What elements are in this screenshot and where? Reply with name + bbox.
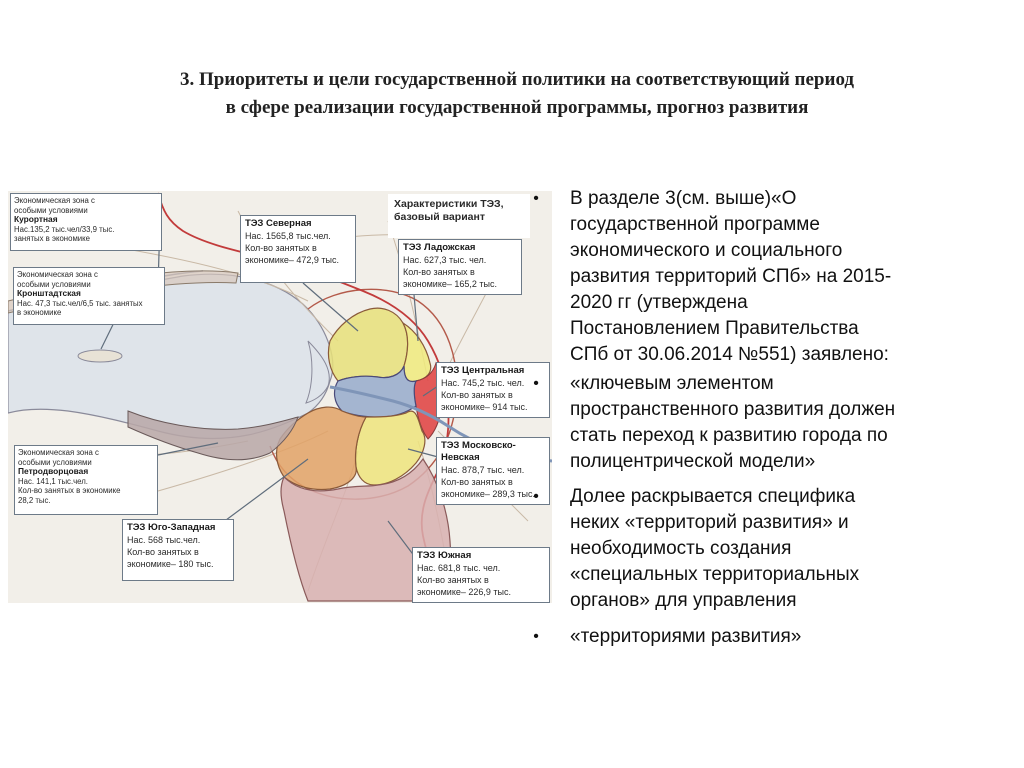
slide-title-line-1: 3. Приоритеты и цели государственной политики на соответствующий период bbox=[179, 69, 855, 90]
callout-line: Кол-во занятых в bbox=[441, 390, 513, 400]
callout-kronshtadtskaya bbox=[13, 267, 165, 325]
callout-petrodvortsovaya bbox=[14, 445, 158, 515]
bullet-line: необходимость создания bbox=[570, 538, 792, 559]
callout-line: Кол-во занятых в bbox=[245, 243, 317, 253]
callout-line: Нас. 681,8 тыс. чел. bbox=[417, 563, 501, 573]
callout-line: Кол-во занятых в bbox=[127, 547, 199, 557]
callout-line: Нас. 878,7 тыс. чел. bbox=[441, 465, 525, 475]
bullet-line: Постановлением Правительства bbox=[570, 318, 859, 339]
bullet-line: экономического и социального bbox=[570, 240, 843, 261]
callout-line: экономике– 180 тыс. bbox=[127, 559, 214, 569]
callout-kurortnaya bbox=[10, 193, 162, 251]
callout-line: Нас. 1565,8 тыс.чел. bbox=[245, 231, 331, 241]
callout-line: особыми условиями bbox=[14, 205, 88, 215]
bullet-item bbox=[528, 484, 1008, 614]
callout-line: экономике– 914 тыс. bbox=[441, 402, 528, 412]
bullet-item bbox=[528, 624, 1008, 650]
callout-line: Нас. 47,3 тыс.чел/6,5 тыс. занятых bbox=[17, 298, 143, 308]
callout-severnaya bbox=[240, 215, 356, 283]
bullet-line: развития территорий СПб» на 2015- bbox=[570, 266, 892, 287]
bullet-symbol: • bbox=[533, 375, 539, 392]
callout-line: Петродворцовая bbox=[18, 466, 89, 477]
callout-line: Экономическая зона с bbox=[14, 196, 95, 205]
callout-line: особыми условиями bbox=[18, 457, 92, 467]
territorial-zones-map bbox=[8, 191, 552, 603]
bullet-line: государственной программе bbox=[570, 214, 820, 235]
callout-line: ТЭЗ Центральная bbox=[441, 365, 525, 376]
bullet-list bbox=[528, 186, 1008, 659]
callout-line: Нас.135,2 тыс.чел/33,9 тыс. bbox=[14, 224, 115, 234]
callout-line: Кол-во занятых в bbox=[441, 477, 513, 487]
slide-title bbox=[52, 66, 982, 122]
callout-line: экономике– 472,9 тыс. bbox=[245, 255, 339, 265]
bullet-item bbox=[528, 371, 1008, 475]
bullet-line: полицентрической модели» bbox=[570, 451, 816, 472]
callout-line: ТЭЗ Московско- bbox=[441, 440, 516, 451]
bullet-line: пространственного развития должен bbox=[570, 399, 896, 420]
callout-line: Нас. 141,1 тыс.чел. bbox=[18, 476, 88, 486]
callout-line: экономике– 165,2 тыс. bbox=[403, 279, 497, 289]
bullet-symbol: • bbox=[533, 190, 539, 207]
callout-line: ТЭЗ Юго-Западная bbox=[127, 522, 216, 533]
callout-line: Экономическая зона с bbox=[18, 448, 99, 457]
callout-line: Кол-во занятых в bbox=[403, 267, 475, 277]
legend-subtitle: базовый вариант bbox=[394, 211, 485, 223]
callout-line: Кол-во занятых в экономике bbox=[18, 486, 121, 496]
legend-box bbox=[388, 194, 530, 238]
callout-line: Экономическая зона с bbox=[17, 270, 98, 279]
callout-line: занятых в экономике bbox=[14, 234, 90, 244]
callout-line: особыми условиями bbox=[17, 279, 91, 289]
bullet-line: В разделе 3(см. выше)«О bbox=[570, 188, 797, 209]
callout-line: Курортная bbox=[14, 214, 58, 225]
callout-line: экономике– 226,9 тыс. bbox=[417, 587, 511, 597]
callout-line: Нас. 627,3 тыс. чел. bbox=[403, 255, 487, 265]
callout-line: Нас. 745,2 тыс. чел. bbox=[441, 378, 525, 388]
callout-line: ТЭЗ Южная bbox=[417, 550, 472, 561]
bullet-symbol: • bbox=[533, 488, 539, 505]
callout-line: ТЭЗ Ладожская bbox=[403, 242, 476, 253]
bullet-line: СПб от 30.06.2014 №551) заявлено: bbox=[570, 344, 889, 365]
bullet-line: органов» для управления bbox=[570, 590, 797, 611]
callout-yugo-zapadnaya bbox=[122, 519, 234, 581]
bullet-item bbox=[528, 186, 1008, 368]
callout-line: 28,2 тыс. bbox=[18, 495, 51, 505]
callout-line: в экономике bbox=[17, 308, 62, 318]
callout-line: ТЭЗ Северная bbox=[245, 218, 312, 229]
bullet-line: Долее раскрывается специфика bbox=[570, 486, 856, 507]
bullet-line: стать переход к развитию города по bbox=[570, 425, 888, 446]
bullet-line: 2020 гг (утверждена bbox=[570, 292, 748, 313]
callout-line: Кронштадтская bbox=[17, 288, 81, 299]
callout-line: экономике– 289,3 тыс. bbox=[441, 489, 535, 499]
slide-title-line-2: в сфере реализации государственной программы, прогноз развития bbox=[225, 97, 809, 118]
bullet-line: неких «территорий развития» и bbox=[570, 512, 849, 533]
legend-title: Характеристики ТЭЗ, bbox=[394, 198, 504, 210]
bullet-line: «ключевым элементом bbox=[570, 373, 774, 394]
callout-ladozhskaya bbox=[398, 239, 522, 295]
kronstadt-island bbox=[78, 350, 122, 362]
callout-line: Невская bbox=[441, 452, 480, 463]
bullet-symbol: • bbox=[533, 628, 539, 645]
bullet-line: «территориями развития» bbox=[570, 626, 802, 647]
callout-line: Нас. 568 тыс.чел. bbox=[127, 535, 201, 545]
callout-line: Кол-во занятых в bbox=[417, 575, 489, 585]
bullet-line: «специальных территориальных bbox=[570, 564, 860, 585]
